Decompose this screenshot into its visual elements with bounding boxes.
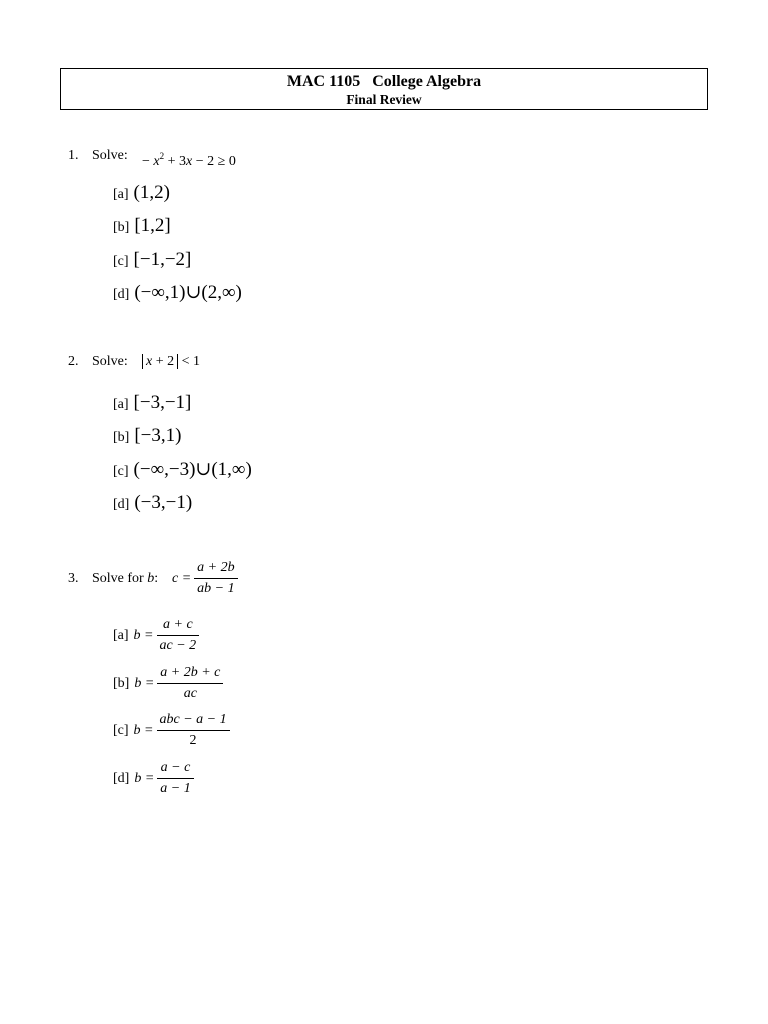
q2-option-a[interactable] xyxy=(113,394,191,415)
q1-option-a[interactable] xyxy=(113,184,170,205)
numerator: abc − a − 1 xyxy=(159,712,227,727)
option-lhs: b = xyxy=(133,627,154,643)
course-name: College Algebra xyxy=(372,73,482,90)
option-label: [a] xyxy=(113,397,129,412)
question-prompt: Solve: xyxy=(92,148,128,163)
question-3: 3. Solve for b: xyxy=(68,571,159,586)
option-fraction xyxy=(157,712,230,749)
title-box xyxy=(60,68,708,110)
question-number: 1. xyxy=(68,148,79,163)
option-label: [d] xyxy=(113,770,130,786)
q1-option-d[interactable] xyxy=(113,284,242,305)
question-number: 2. xyxy=(68,354,79,369)
denominator: ac − 2 xyxy=(157,635,200,654)
denominator: a − 1 xyxy=(157,778,193,797)
option-label: [c] xyxy=(113,722,129,738)
question-variable: b xyxy=(147,571,155,586)
option-value: [1,2] xyxy=(134,215,171,236)
option-value: (−∞,1)∪(2,∞) xyxy=(134,282,242,303)
q2-option-b[interactable] xyxy=(113,427,181,448)
option-value: [−1,−2] xyxy=(133,249,192,270)
option-value: (−3,−1) xyxy=(134,492,193,513)
option-lhs: b = xyxy=(134,770,155,786)
question-prompt: Solve for xyxy=(92,571,144,586)
q2-option-c[interactable] xyxy=(113,461,252,482)
option-label: [c] xyxy=(113,464,129,479)
q1-inequality: − $x^2 + 3x - 2 \ge 0$ xyxy=(142,151,236,169)
question-number: 3. xyxy=(68,571,79,586)
numerator: a + 2b xyxy=(197,560,235,575)
option-label: [d] xyxy=(113,287,130,302)
q2-inequality: x + 2 < 1 xyxy=(142,353,200,371)
denominator: ab − 1 xyxy=(194,578,237,597)
course-code: MAC 1105 xyxy=(286,73,361,90)
page-subtitle: Final Review xyxy=(346,92,422,107)
q3-option-a[interactable] xyxy=(113,617,199,654)
q3-option-b[interactable] xyxy=(113,665,223,702)
q3-equation xyxy=(172,560,238,597)
equation-lhs: c = xyxy=(172,570,192,586)
option-value: [−3,−1] xyxy=(133,392,192,413)
numerator: a + c xyxy=(163,617,193,632)
numerator: a + 2b + c xyxy=(160,665,221,680)
q3-option-c[interactable] xyxy=(113,712,230,749)
option-label: [d] xyxy=(113,497,130,512)
option-lhs: b = xyxy=(133,722,154,738)
option-label: [c] xyxy=(113,254,129,269)
option-label: [b] xyxy=(113,675,130,691)
option-fraction xyxy=(157,617,200,654)
course-title xyxy=(61,73,707,91)
denominator: ac xyxy=(157,683,223,702)
option-label: [a] xyxy=(113,187,129,202)
option-value: (−∞,−3)∪(1,∞) xyxy=(133,459,252,480)
q1-option-b[interactable] xyxy=(113,217,171,238)
question-2 xyxy=(68,353,128,371)
equation-fraction xyxy=(194,560,237,597)
q1-option-c[interactable] xyxy=(113,251,191,272)
option-label: [b] xyxy=(113,220,130,235)
option-fraction xyxy=(157,665,223,702)
denominator: 2 xyxy=(157,730,230,749)
option-value: (1,2) xyxy=(133,182,170,203)
question-1 xyxy=(68,147,128,165)
option-fraction xyxy=(157,760,193,797)
question-prompt: Solve: xyxy=(92,354,128,369)
option-label: [a] xyxy=(113,627,129,643)
option-lhs: b = xyxy=(134,675,155,691)
option-value: [−3,1) xyxy=(134,425,182,446)
q3-option-d[interactable] xyxy=(113,760,194,797)
option-label: [b] xyxy=(113,430,130,445)
q2-option-d[interactable] xyxy=(113,494,192,515)
numerator: a − c xyxy=(160,760,191,775)
